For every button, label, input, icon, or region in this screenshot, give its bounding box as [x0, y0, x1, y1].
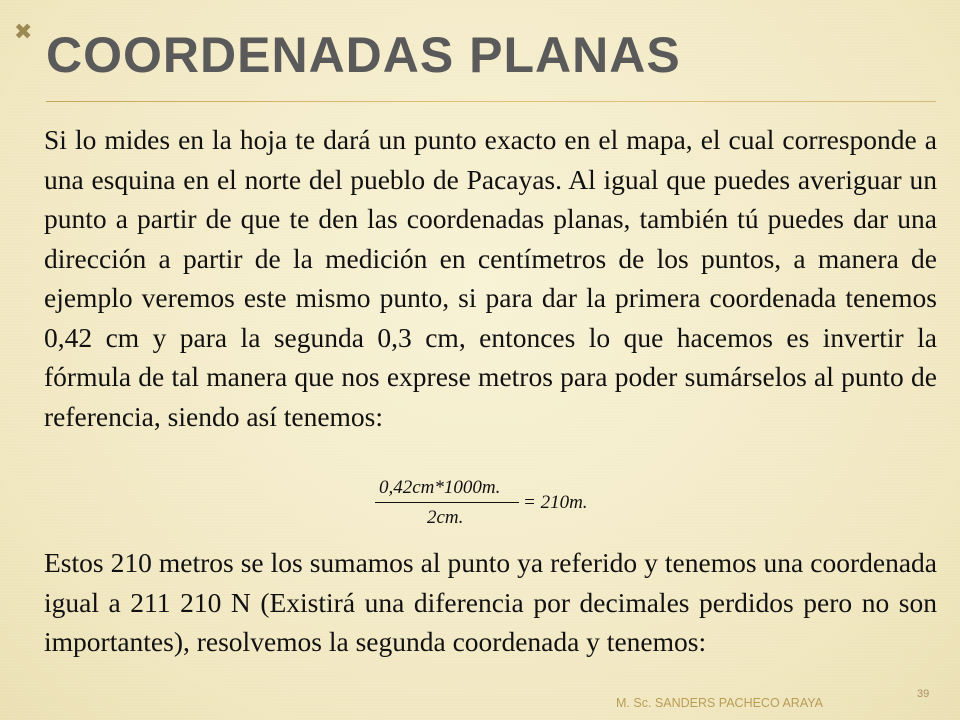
body-paragraph-2: Estos 210 metros se los sumamos al punto ya referido y tenemos una coordenada igual a 211 210 N (Existirá una diferencia por decimales perdidos pero no son importantes), resolvemos la segunda coordenada y tenemos: — [44, 547, 937, 657]
formula-denominator: 2cm. — [427, 507, 464, 528]
footer-author: M. Sc. SANDERS PACHECO ARAYA — [616, 696, 823, 710]
formula-numerator: 0,42cm*1000m. — [379, 477, 501, 498]
formula-result: = 210m. — [523, 492, 588, 513]
formula-fraction-bar — [375, 502, 519, 503]
slide-title: COORDENADAS PLANAS — [46, 27, 681, 83]
title-divider — [46, 101, 936, 102]
page-number: 39 — [917, 688, 930, 700]
body-paragraph-1: Si lo mides en la hoja te dará un punto exacto en el mapa, el cual corresponde a una esquina en el norte del pueblo de Pacayas. Al igual que puedes averiguar un punto a partir de que te den las coordenadas planas, también tú puedes dar una dirección a partir de la medición en centímetros de los puntos, a manera de ejemplo veremos este mismo punto, si para dar la primera coordenada tenemos 0,42 cm y para la segunda 0,3 cm, entonces lo que hacemos es invertir la fórmula de tal manera que nos exprese metros para poder sumárselos al punto de referencia, siendo así tenemos: — [44, 124, 937, 432]
title-bullet-icon: ✖ — [14, 20, 33, 45]
